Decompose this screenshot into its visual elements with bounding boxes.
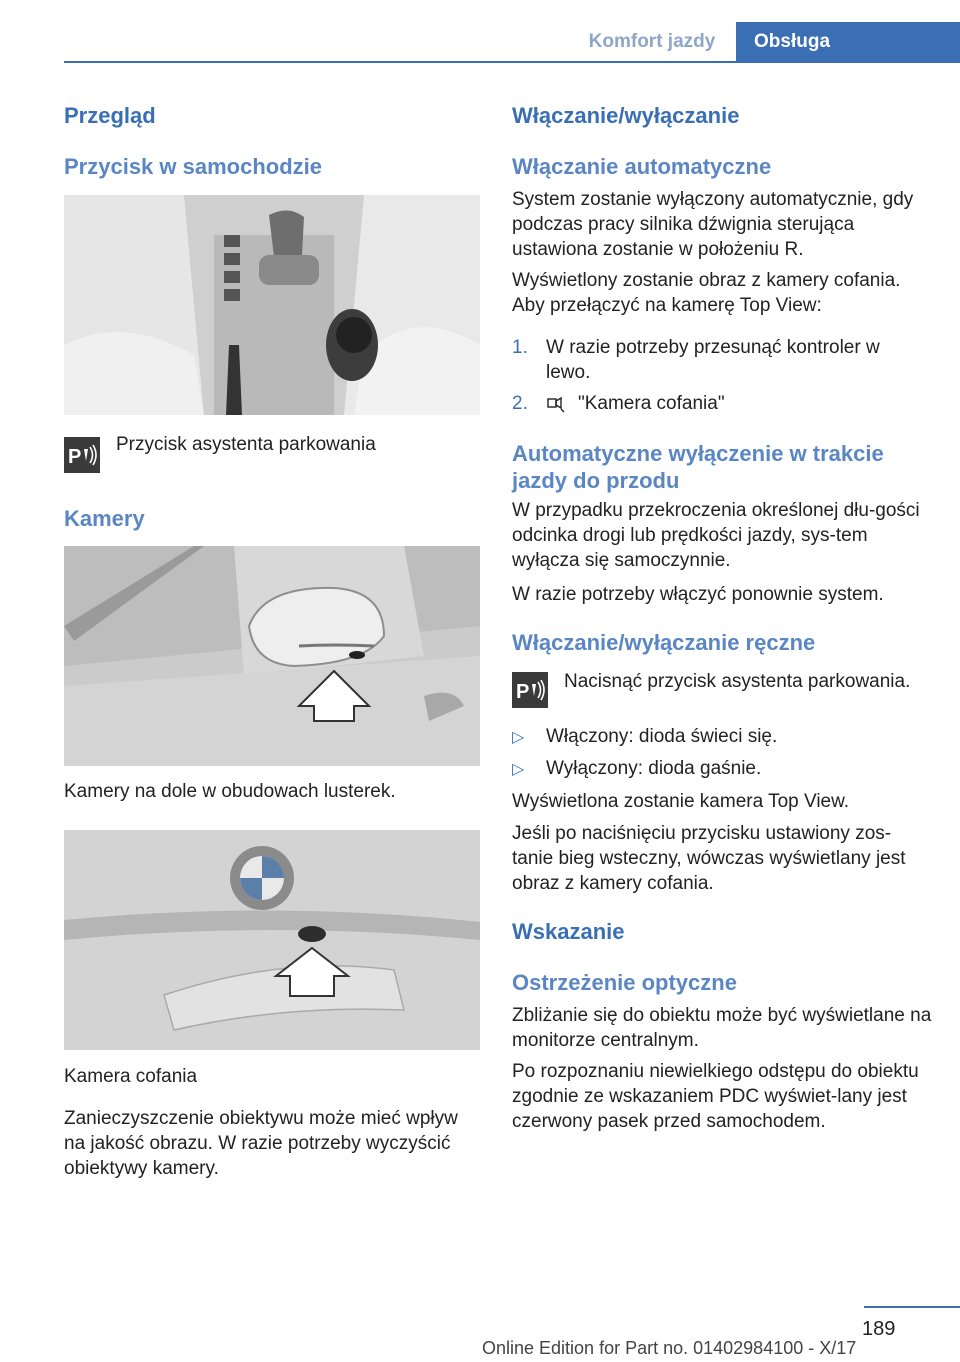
edition-note: Online Edition for Part no. 01402984100 - X/17 (482, 1338, 857, 1358)
auto-on-paragraph-2: Wyświetlony zostanie obraz z kamery cofania. Aby przełączyć na kamerę Top View: (512, 270, 901, 316)
page-number: 189 (862, 1318, 896, 1340)
tab-obsluga[interactable]: Obsługa (736, 22, 960, 62)
console-photo (64, 195, 480, 415)
footer-rule (864, 1306, 960, 1308)
subtitle-cameras: Kamery (64, 506, 145, 531)
bullet-marker: ▷ (512, 761, 525, 778)
svg-text:P: P (68, 446, 82, 468)
manual-paragraph-3: Jeśli po naciśnięciu przycisku ustawiony zos‐tanie bieg wsteczny, wówczas wyświetlany jest obraz z kamery cofania. (512, 823, 906, 894)
list-item (512, 335, 932, 387)
button-caption: Przycisk asystenta parkowania (116, 434, 376, 455)
list-item (512, 391, 932, 421)
optical-paragraph-1: Zbliżanie się do obiektu może być wyświetlane na monitorze centralnym. (512, 1005, 932, 1051)
step-text: W razie potrzeby przesunąć kontroler w lewo. (546, 337, 880, 383)
parking-assist-button-icon (512, 672, 548, 708)
header-rule (64, 61, 960, 63)
dirt-paragraph: Zanieczyszczenie obiektywu może mieć wpływ na jakość obrazu. W razie potrzeby wyczyścić obiektywy kamery. (64, 1108, 458, 1179)
mirror-camera-photo (64, 546, 480, 766)
manual-paragraph: Nacisnąć przycisk asystenta parkowania. (564, 671, 911, 692)
subtitle-button-in-car: Przycisk w samochodzie (64, 154, 322, 179)
section-title-on-off: Włączanie/wyłączanie (512, 103, 740, 128)
section-title-przeglad: Przegląd (64, 103, 156, 128)
auto-on-paragraph-1: System zostanie wyłączony automatycznie, gdy podczas pracy silnika dźwignia sterująca ustawiona zostanie w położeniu R. (512, 189, 914, 260)
parking-assist-button-icon (64, 437, 100, 473)
step-number: 1. (512, 337, 528, 358)
list-item (512, 756, 932, 788)
subtitle-auto-on: Włączanie automatyczne (512, 154, 772, 179)
manual-paragraph-2: Wyświetlona zostanie kamera Top View. (512, 791, 850, 812)
step-text: "Kamera cofania" (578, 393, 725, 414)
subtitle-manual: Włączanie/wyłączanie ręczne (512, 630, 816, 655)
section-title-display: Wskazanie (512, 919, 625, 944)
step-list (512, 335, 932, 421)
rear-camera-photo (64, 830, 480, 1050)
bullet-text: Włączony: dioda świeci się. (546, 726, 778, 747)
subtitle-auto-off: Automatyczne wyłączenie w trakcie jazdy do przodu (512, 441, 884, 493)
bullet-marker: ▷ (512, 729, 525, 746)
mirror-caption: Kamery na dole w obudowach lusterek. (64, 781, 396, 802)
auto-off-paragraph-1: W przypadku przekroczenia określonej dłu‐gości odcinka drogi lub prędkości jazdy, sys‐tem wyłącza się samoczynnie. (512, 500, 920, 571)
tab-komfort-jazdy[interactable]: Komfort jazdy (588, 31, 716, 52)
svg-text:P: P (516, 681, 530, 703)
optical-paragraph-2: Po rozpoznaniu niewielkiego odstępu do obiektu zgodnie ze wskazaniem PDC wyświet‐lany jest czerwony pasek przed samochodem. (512, 1061, 919, 1132)
list-item (512, 724, 932, 756)
auto-off-paragraph-2: W razie potrzeby włączyć ponownie system. (512, 584, 884, 605)
bullet-text: Wyłączony: dioda gaśnie. (546, 758, 762, 779)
camera-icon (546, 395, 566, 413)
subtitle-optical-warning: Ostrzeżenie optyczne (512, 970, 737, 995)
step-number: 2. (512, 393, 528, 414)
bullet-list (512, 724, 932, 788)
rear-camera-caption: Kamera cofania (64, 1066, 198, 1087)
